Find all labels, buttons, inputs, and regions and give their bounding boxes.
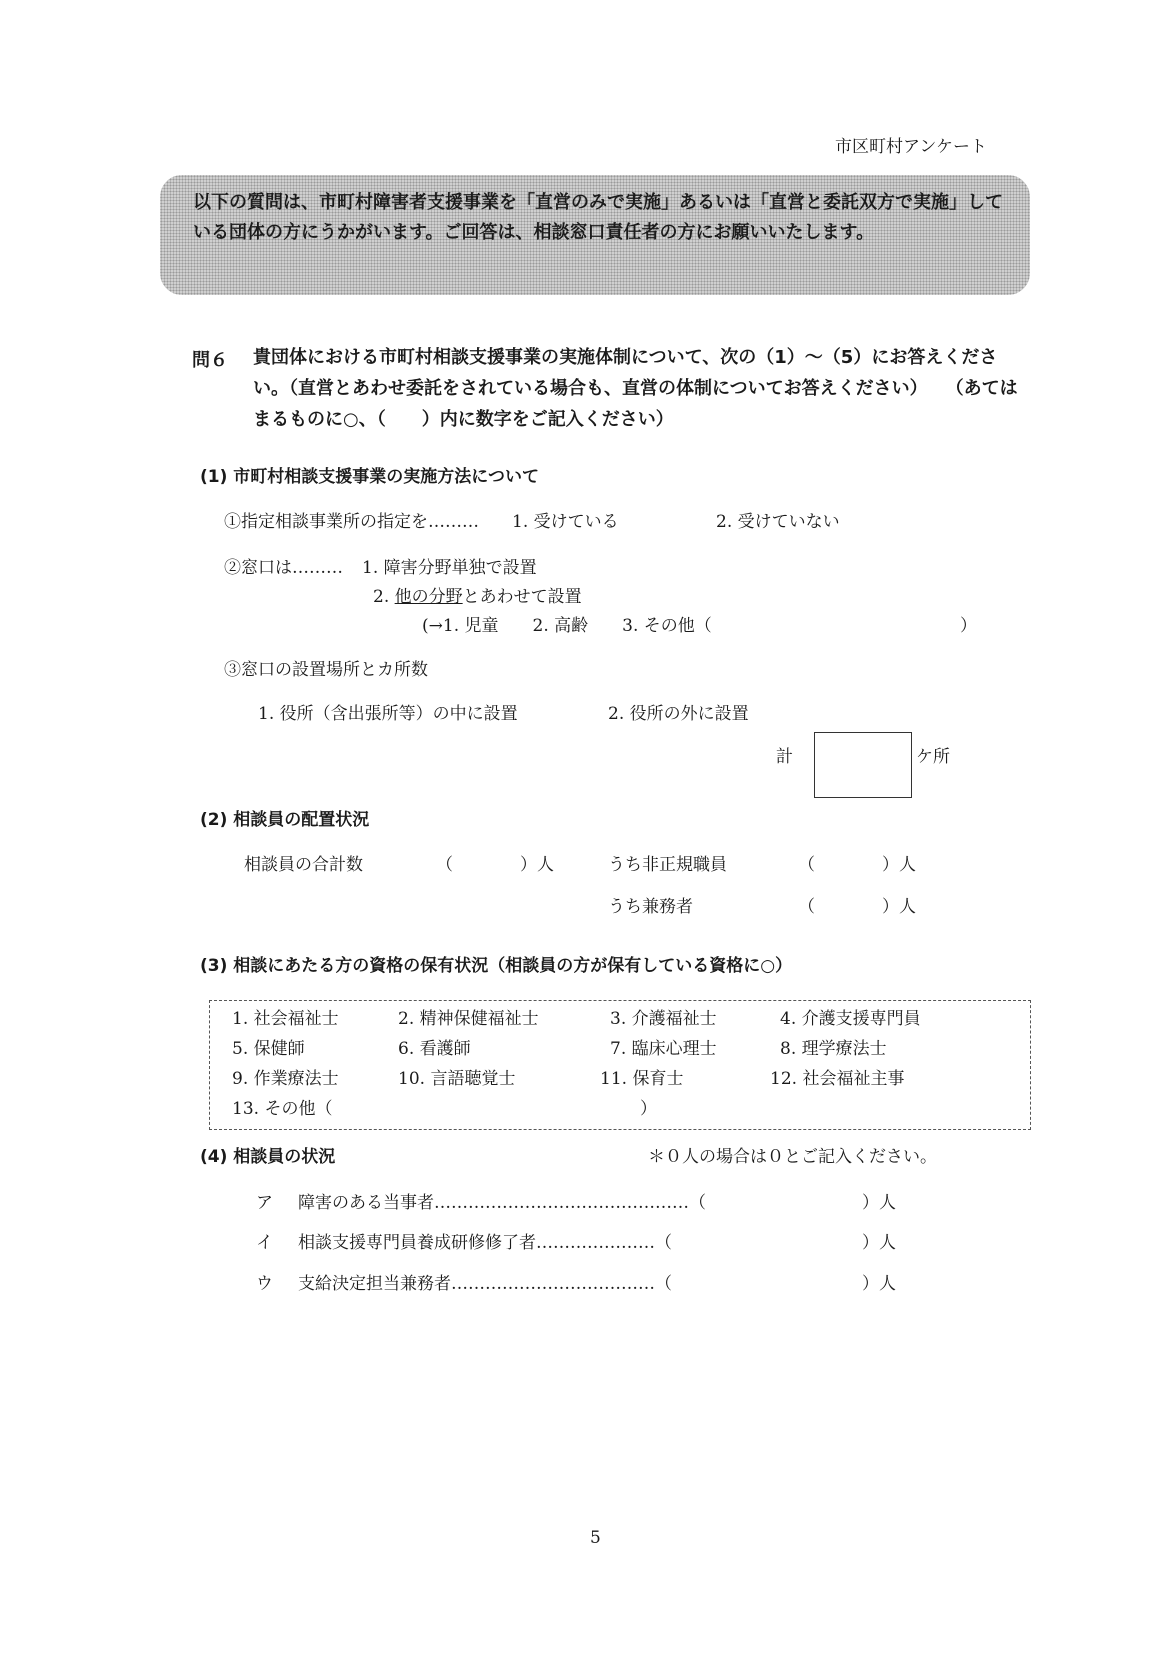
status-unit: ）人 bbox=[862, 1274, 896, 1294]
window-option-combined[interactable] bbox=[373, 582, 582, 607]
location-option-outside[interactable]: 2. 役所の外に設置 bbox=[608, 704, 749, 724]
section1-title: (1) 市町村相談支援事業の実施方法について bbox=[200, 467, 539, 487]
window-option-single[interactable]: 1. 障害分野単独で設置 bbox=[362, 558, 537, 578]
qual-item[interactable]: 3. 介護福祉士 bbox=[610, 1009, 717, 1029]
section4-title: (4) 相談員の状況 bbox=[200, 1147, 336, 1167]
window-option-combined-underlined: 他の分野 bbox=[394, 587, 463, 607]
total-label: 計 bbox=[776, 747, 793, 767]
qual-item[interactable]: 1. 社会福祉士 bbox=[232, 1009, 339, 1029]
status-unit: ）人 bbox=[862, 1233, 896, 1253]
status-unit: ）人 bbox=[862, 1193, 896, 1213]
status-label: 支給決定担当兼務者………………………………（ bbox=[298, 1274, 672, 1294]
qual-item[interactable]: 5. 保健師 bbox=[232, 1039, 305, 1059]
qual-item[interactable]: 11. 保育士 bbox=[600, 1069, 684, 1089]
status-mark: ウ bbox=[256, 1274, 273, 1294]
window-sub-options[interactable]: (→1. 児童 2. 高齢 3. その他（ bbox=[422, 616, 712, 636]
qual-item[interactable]: 7. 臨床心理士 bbox=[610, 1039, 717, 1059]
qual-item-other[interactable]: 13. その他（ bbox=[232, 1099, 333, 1119]
qual-item[interactable]: 2. 精神保健福祉士 bbox=[398, 1009, 539, 1029]
qual-item[interactable]: 4. 介護支援専門員 bbox=[780, 1009, 921, 1029]
window-sub-close: ） bbox=[960, 616, 977, 636]
nonregular-open[interactable]: （ bbox=[798, 855, 815, 875]
question-number: 問６ bbox=[192, 350, 228, 371]
section4-note: ＊０人の場合は０とご記入ください。 bbox=[648, 1147, 937, 1167]
concurrent-unit: ）人 bbox=[882, 897, 916, 917]
notice-text: 以下の質問は、市町村障害者支援事業を「直営のみで実施」あるいは「直営と委託双方で実施」している団体の方にうかがいます。ご回答は、相談窓口責任者の方にお願いいたします。 bbox=[193, 192, 1003, 243]
question-text: 貴団体における市町村相談支援事業の実施体制について、次の（1）～（5）にお答えください。（直営とあわせ委託をされている場合も、直営の体制についてお答えください） （あてはまるものに○、（ ）内に数字をご記入ください） bbox=[253, 347, 1018, 430]
status-mark: ア bbox=[256, 1193, 273, 1213]
location-option-inside[interactable]: 1. 役所（含出張所等）の中に設置 bbox=[258, 704, 518, 724]
window-option-combined-rest: とあわせて設置 bbox=[462, 587, 582, 607]
qual-item-other-close: ） bbox=[640, 1099, 657, 1119]
window-label: ②窓口は……… bbox=[224, 558, 343, 578]
header-label: 市区町村アンケート bbox=[835, 137, 987, 157]
designation-option-no[interactable]: 2. 受けていない bbox=[716, 512, 840, 532]
concurrent-open[interactable]: （ bbox=[798, 897, 815, 917]
section2-title: (2) 相談員の配置状況 bbox=[200, 810, 370, 830]
qual-item[interactable]: 8. 理学療法士 bbox=[780, 1039, 887, 1059]
section3-title: (3) 相談にあたる方の資格の保有状況（相談員の方が保有している資格に○） bbox=[200, 956, 793, 976]
nonregular-unit: ）人 bbox=[882, 855, 916, 875]
designation-option-yes[interactable]: 1. 受けている bbox=[512, 512, 619, 532]
qual-item[interactable]: 10. 言語聴覚士 bbox=[398, 1069, 516, 1089]
status-label: 障害のある当事者………………………………………（ bbox=[298, 1193, 706, 1213]
qual-item[interactable]: 6. 看護師 bbox=[398, 1039, 471, 1059]
window-option-combined-number: 2. bbox=[373, 587, 390, 607]
concurrent-label: うち兼務者 bbox=[608, 897, 693, 917]
staff-total-label: 相談員の合計数 bbox=[244, 855, 363, 875]
status-mark: イ bbox=[256, 1233, 273, 1253]
designation-label: ①指定相談事業所の指定を……… bbox=[224, 512, 479, 532]
total-unit: ケ所 bbox=[916, 747, 950, 767]
qual-item[interactable]: 9. 作業療法士 bbox=[232, 1069, 339, 1089]
page-number: 5 bbox=[590, 1528, 601, 1548]
nonregular-label: うち非正規職員 bbox=[608, 855, 727, 875]
staff-total-unit: ）人 bbox=[520, 855, 554, 875]
staff-total-open[interactable]: （ bbox=[436, 855, 453, 875]
location-label: ③窓口の設置場所とカ所数 bbox=[224, 660, 428, 680]
total-count-input[interactable] bbox=[814, 732, 912, 798]
qual-item[interactable]: 12. 社会福祉主事 bbox=[770, 1069, 905, 1089]
status-label: 相談支援専門員養成研修修了者…………………（ bbox=[298, 1233, 672, 1253]
